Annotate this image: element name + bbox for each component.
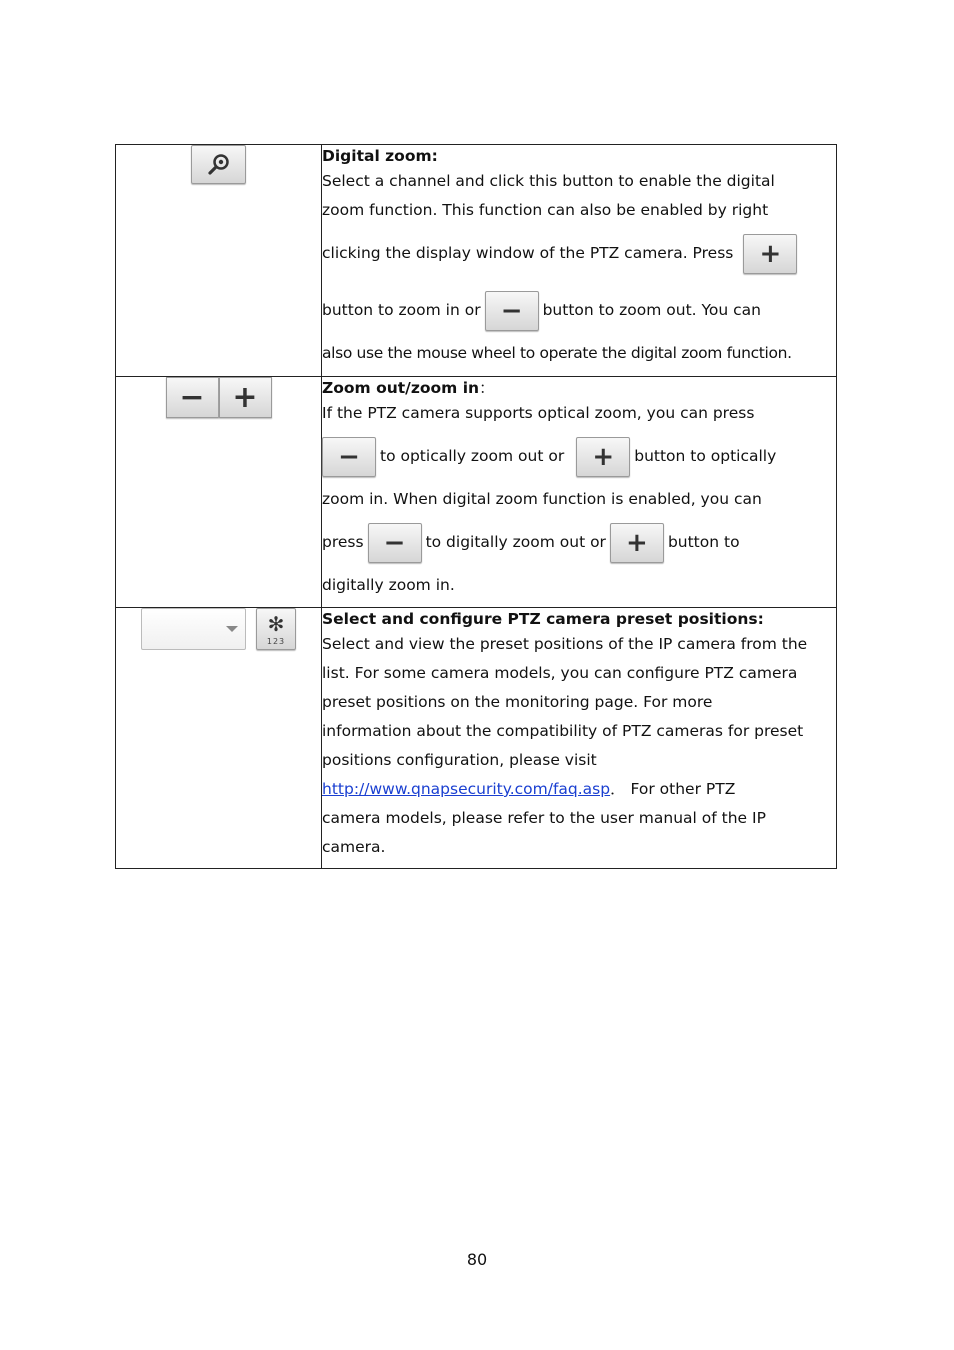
text-line: also use the mouse wheel to operate the digital zoom function. xyxy=(322,344,792,362)
text-line-with-button xyxy=(322,514,836,571)
preset-position-dropdown[interactable] xyxy=(141,608,246,650)
plus-icon: + xyxy=(592,441,615,472)
preset-numbers-label: 123 xyxy=(266,637,286,646)
text-line: list. For some camera models, you can configure PTZ camera xyxy=(322,664,798,682)
row-title: Select and configure PTZ camera preset positions: xyxy=(322,610,764,628)
text-line: information about the compatibility of PTZ cameras for preset xyxy=(322,722,804,740)
text-line: zoom function. This function can also be enabled by right xyxy=(322,201,769,219)
minus-icon: − xyxy=(383,527,406,558)
plus-button[interactable] xyxy=(743,234,797,274)
text-line: preset positions on the monitoring page. For more xyxy=(322,693,713,711)
minus-button[interactable] xyxy=(322,437,376,477)
text-segment: button to zoom in or xyxy=(322,301,481,319)
table-row xyxy=(116,377,837,608)
plus-button[interactable] xyxy=(610,523,664,563)
minus-icon: − xyxy=(338,441,360,472)
zoom-in-button[interactable] xyxy=(219,377,272,418)
table-row xyxy=(116,145,837,377)
text-line-with-link xyxy=(322,775,836,804)
icon-cell xyxy=(116,608,322,869)
magnifier-icon xyxy=(192,146,245,183)
minus-button[interactable] xyxy=(368,523,422,563)
plus-icon: + xyxy=(232,379,258,415)
title-text: Zoom out/zoom in xyxy=(322,379,480,397)
digital-zoom-button[interactable] xyxy=(191,145,246,184)
row-title xyxy=(322,377,836,399)
icon-cell xyxy=(116,377,322,608)
text-line: positions configuration, please visit xyxy=(322,751,597,769)
text-line-with-button xyxy=(322,428,836,485)
title-suffix: ： xyxy=(479,379,495,397)
text-line: If the PTZ camera supports optical zoom, you can press xyxy=(322,404,755,422)
text-line-with-button xyxy=(322,282,836,339)
text-segment: to optically zoom out or xyxy=(380,447,565,465)
text-segment: button to optically xyxy=(634,447,777,465)
plus-icon: + xyxy=(626,527,648,558)
row-title: Digital zoom: xyxy=(322,147,438,165)
text-line-with-button xyxy=(322,225,836,282)
chevron-down-icon xyxy=(226,626,238,632)
text-line: camera. xyxy=(322,838,386,856)
configure-preset-button[interactable] xyxy=(256,608,296,650)
icon-cell xyxy=(116,145,322,377)
description-cell xyxy=(322,145,837,377)
description-cell xyxy=(322,377,837,608)
text-line: Select and view the preset positions of the IP camera from the xyxy=(322,635,808,653)
text-segment: ． For other PTZ xyxy=(610,780,736,798)
page-number: 80 xyxy=(466,1250,488,1269)
plus-icon: + xyxy=(759,238,782,269)
text-segment: press xyxy=(322,533,364,551)
minus-button[interactable] xyxy=(485,291,539,331)
description-cell xyxy=(322,608,837,869)
minus-icon: − xyxy=(179,379,205,415)
text-segment: button to xyxy=(667,533,740,551)
faq-link[interactable]: http://www.qnapsecurity.com/faq.asp xyxy=(322,780,611,798)
text-line: camera models, please refer to the user manual of the IP xyxy=(322,809,766,827)
text-segment: to digitally zoom out or xyxy=(425,533,606,551)
text-line: zoom in. When digital zoom function is enabled, you can xyxy=(322,490,762,508)
zoom-out-in-buttons xyxy=(166,377,272,418)
zoom-out-button[interactable] xyxy=(166,377,219,418)
feature-table xyxy=(115,144,837,869)
plus-button[interactable] xyxy=(576,437,630,477)
minus-icon: − xyxy=(500,295,523,326)
text-line: digitally zoom in. xyxy=(322,576,455,594)
text-line: Select a channel and click this button to enable the digital xyxy=(322,172,775,190)
gear-icon: ✻ xyxy=(267,612,285,636)
text-segment: clicking the display window of the PTZ camera. Press xyxy=(322,244,734,262)
text-segment: button to zoom out. You can xyxy=(542,301,761,319)
table-row xyxy=(116,608,837,869)
